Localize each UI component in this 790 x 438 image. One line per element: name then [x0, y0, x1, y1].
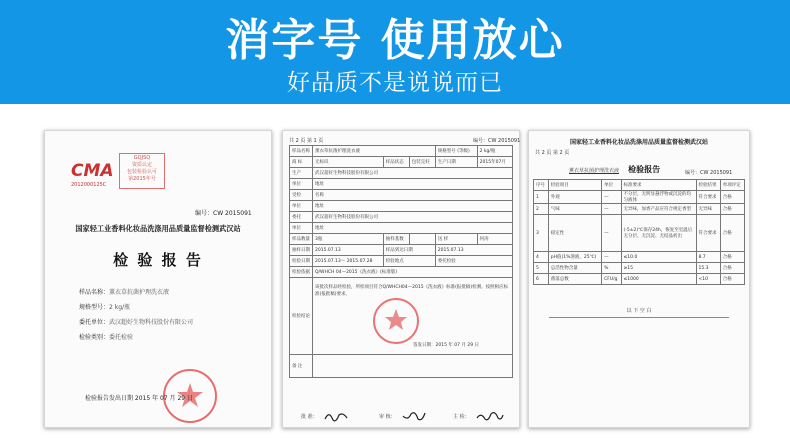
approve-label: 批 准： [301, 414, 318, 420]
form-cell: 检验地点 [383, 256, 435, 267]
form-cell: 地址 [313, 179, 513, 190]
form-cell: 2015.07.13～ 2015.07.28 [313, 256, 384, 267]
table-row [290, 355, 513, 378]
result-cell: — [602, 215, 621, 252]
column-header: 检验结果 [696, 180, 720, 191]
conclusion-cell [313, 278, 513, 355]
page-counter: 共 2 页 第 2 页 [535, 150, 570, 156]
field-value: 武汉超好生物科技股份有限公司 [109, 319, 194, 326]
form-cell: 生产日期 [435, 157, 477, 168]
form-cell: 抽样基数 [383, 234, 409, 245]
cover-field [79, 309, 259, 324]
form-cell: 武汉超好生物科技股份有限公司 [313, 168, 513, 179]
form-cell: 地址 [313, 201, 513, 212]
form-cell: 单位 [290, 179, 313, 190]
form-cell: 检验日期 [290, 256, 313, 267]
result-cell: 8.7 [696, 252, 720, 263]
result-cell: 3 [534, 215, 549, 252]
table-row [290, 256, 513, 267]
table-row [534, 252, 745, 263]
result-cell: <10 [696, 274, 720, 285]
form-cell [409, 234, 435, 245]
result-cell: 无异味 [696, 204, 720, 215]
result-cell: CFU/g [602, 274, 621, 285]
stamp-line: 包装检验认可 [126, 169, 157, 175]
banner-subline: 好品质不是说说而已 [287, 70, 503, 96]
table-row [534, 215, 745, 252]
stamp-line: 第2015年号 [128, 176, 156, 182]
field-value: 委托检验 [109, 334, 134, 341]
form-cell: 包装完好 [409, 157, 435, 168]
form-cell: 委托 [290, 212, 313, 223]
table-row [534, 191, 745, 204]
signature-inspector [475, 407, 505, 419]
results-title: 检验报告 [628, 165, 661, 174]
report-title: 检 验 报 告 [113, 251, 203, 269]
form-cell: 委托检验 [435, 256, 512, 267]
cover-fields [79, 279, 259, 339]
form-cell: 单位 [290, 201, 313, 212]
form-cell: 生产 [290, 168, 313, 179]
column-header: 序号 [534, 180, 549, 191]
form-cell: 样品状态 [383, 157, 409, 168]
result-cell: — [602, 204, 621, 215]
table-header-row [534, 180, 745, 191]
form-cell: 2015年07月 [477, 157, 512, 168]
table-row [290, 278, 513, 355]
result-cell: 2 [534, 204, 549, 215]
result-cell: % [602, 263, 621, 274]
result-cell: 5 [534, 263, 549, 274]
cma-logo [69, 159, 114, 183]
result-cell: 总活性物含量 [548, 263, 601, 274]
footer-divider [549, 317, 729, 318]
result-cell: — [602, 191, 621, 204]
form-cell: 2015.07.13 [313, 245, 384, 256]
blank-below-note: 以 下 空 白 [626, 308, 652, 314]
field-label: 样品名称： [79, 289, 110, 296]
stamp-line: 资质认定 [131, 162, 152, 168]
review-label: 审 核： [379, 414, 396, 420]
cma-logo-text: CMA [71, 161, 114, 181]
result-cell: 合格 [720, 274, 744, 285]
result-cell: 1 [534, 191, 549, 204]
table-row [290, 223, 513, 234]
table-row [290, 201, 513, 212]
field-label: 检验类别： [79, 334, 110, 341]
result-cell: pH值(1%溶液，25℃) [548, 252, 601, 263]
cover-field [79, 279, 259, 294]
form-cell: 抽样日期 [290, 245, 313, 256]
form-cell: 商 标 [290, 157, 313, 168]
conclusion-text: 该批次样品经检验，所检项目符合Q/WHCH04—2015《洗衣液》标准(报批稿)检测。按照相应标准(报批稿)要求。 [315, 285, 509, 297]
result-cell: 4 [534, 252, 549, 263]
table-row [290, 146, 513, 157]
results-table [533, 179, 745, 285]
form-cell: 单位 [290, 223, 313, 234]
report-number: 编号：CW 2015091 [473, 138, 521, 144]
field-value: 2 kg/瓶 [109, 304, 131, 311]
result-cell: 不分层，无明显悬浮物或沉淀的均匀液体 [621, 191, 696, 204]
report-number: 编号：CW 2015091 [685, 170, 733, 176]
table-row [290, 267, 513, 278]
table-row [290, 190, 513, 201]
form-cell: 样品数量 [290, 234, 313, 245]
report-form-page [282, 130, 520, 428]
form-cell: 无标识 [313, 157, 384, 168]
signature-approve [323, 407, 349, 419]
result-cell: 符合要求 [696, 191, 720, 204]
form-cell: 名称 [313, 190, 513, 201]
result-cell: 6 [534, 274, 549, 285]
table-row [534, 204, 745, 215]
station-name: 国家轻工业香料化妆品洗涤用品质量监督检测武汉站 [569, 139, 708, 146]
report-results-page [528, 130, 750, 428]
form-cell: 2015.07.13 [435, 245, 512, 256]
table-row [290, 168, 513, 179]
table-row [290, 157, 513, 168]
column-header: 单项评定 [720, 180, 744, 191]
form-cell: 3瓶 [313, 234, 384, 245]
result-cell: — [602, 252, 621, 263]
field-label: 委托单位： [79, 319, 110, 326]
form-cell: 受检 [290, 190, 313, 201]
result-cell: 合格 [720, 204, 744, 215]
column-header: 单位 [602, 180, 621, 191]
result-cell: 外观 [548, 191, 601, 204]
result-cell: 合格 [720, 252, 744, 263]
form-cell: 检验结论 [290, 278, 313, 355]
report-number: 编号：CW 2015091 [195, 210, 252, 217]
issue-date: 检验报告发出日期 2015 年 07 月 29 日 [85, 395, 193, 402]
report-cover-page [44, 130, 272, 428]
result-cell: 合格 [720, 215, 744, 252]
inspection-form [289, 145, 513, 378]
result-cell: 合格 [720, 191, 744, 204]
form-cell: 样品到达日期 [383, 245, 435, 256]
cover-field [79, 324, 259, 339]
result-cell: 符合要求 [696, 215, 720, 252]
table-row [290, 234, 513, 245]
table-row [290, 212, 513, 223]
result-cell: (-5±2)℃保存24h，恢复至室温后无分层、无沉淀、无结晶析出 [621, 215, 696, 252]
table-row [290, 245, 513, 256]
sample-name: 薰衣草抗菌护理洗衣液 [569, 168, 620, 174]
approval-stamp [119, 153, 165, 189]
form-cell: Q/WHCH 04—2015《洗衣液》(标准版) [313, 267, 513, 278]
column-header: 检验项目 [548, 180, 601, 191]
table-row [534, 274, 745, 285]
form-cell [313, 355, 513, 378]
cma-code: 2012000125C [71, 182, 107, 188]
column-header: 标准要求 [621, 180, 696, 191]
official-seal [373, 298, 419, 344]
form-cell: 地址 [313, 223, 513, 234]
cover-field [79, 294, 259, 309]
result-cell: 稳定性 [548, 215, 601, 252]
field-value: 薰衣草抗菌护理洗衣液 [109, 289, 170, 296]
form-cell: 武汉超好生物科技股份有限公司 [313, 212, 513, 223]
form-cell: 2 kg/瓶 [477, 146, 512, 157]
form-cell: 备 注 [290, 355, 313, 378]
station-name: 国家轻工业香料化妆品洗涤用品质量监督检测武汉站 [75, 224, 241, 233]
form-cell: 样品名称 [290, 146, 313, 157]
results-title-line [569, 157, 660, 176]
form-cell: 规格型号 (等级) [435, 146, 477, 157]
header-banner [0, 0, 790, 104]
result-cell: 菌落总数 [548, 274, 601, 285]
form-cell: 检验依据 [290, 267, 313, 278]
form-cell: 何涛 [477, 234, 512, 245]
field-label: 规格型号： [79, 304, 110, 311]
form-cell: 薰衣草抗菌护理洗衣液 [313, 146, 436, 157]
result-cell: ≤1000 [621, 274, 696, 285]
banner-headline: 消字号 使用放心 [225, 15, 565, 66]
page-counter: 共 2 页 第 1 页 [289, 138, 324, 144]
sign-date: 签发日期：2015 年 07 月 29 日 [413, 343, 480, 348]
form-cell: 送 样 [435, 234, 477, 245]
result-cell: ≥15 [621, 263, 696, 274]
result-cell: ≤10.0 [621, 252, 696, 263]
table-row [534, 263, 745, 274]
stamp-line: GQJSQ [133, 155, 151, 161]
result-cell: 无异味，加香产品应符合规定香型 [621, 204, 696, 215]
signature-review [401, 407, 427, 419]
result-cell: 15.3 [696, 263, 720, 274]
result-cell: 气味 [548, 204, 601, 215]
inspector-label: 主 检： [453, 414, 470, 420]
table-row [290, 179, 513, 190]
result-cell: 合格 [720, 263, 744, 274]
